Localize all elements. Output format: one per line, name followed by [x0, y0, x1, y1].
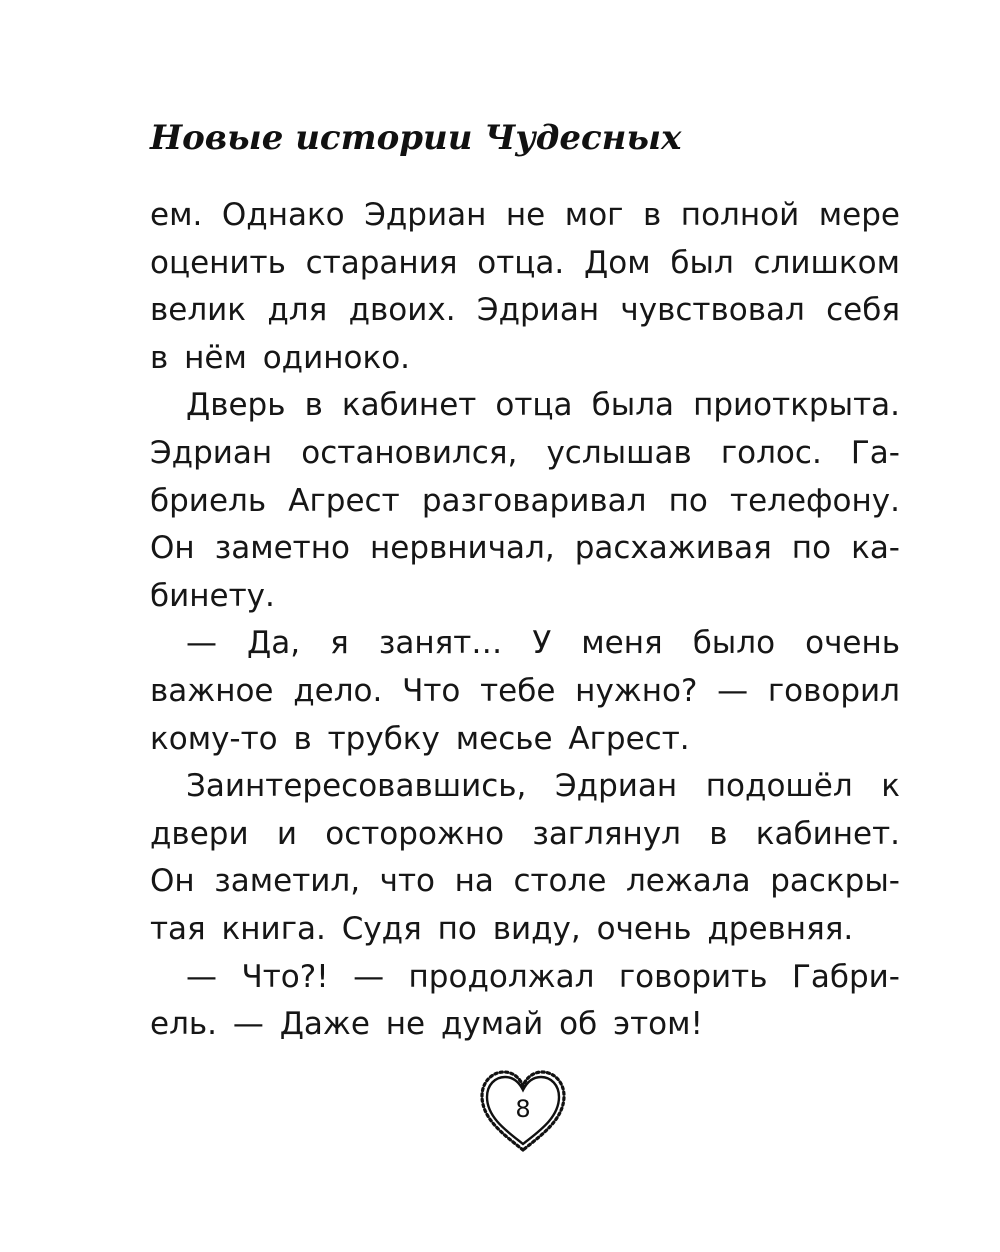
page-number: 8	[515, 1095, 531, 1123]
text-line: велик для двоих. Эдриан чувствовал себя	[150, 292, 900, 329]
body-text	[150, 192, 900, 1049]
page-number-heart	[476, 1066, 570, 1156]
text-line: Заинтересовавшись, Эдриан подошёл к	[186, 768, 900, 805]
text-line: Он заметил, что на столе лежала раскры-	[150, 863, 900, 900]
text-line: Он заметно нервничал, расхаживая по ка-	[150, 530, 900, 567]
text-line: ем. Однако Эдриан не мог в полной мере	[150, 197, 900, 233]
text-line: бриель Агрест разговаривал по телефону.	[150, 482, 900, 519]
text-line: двери и осторожно заглянул в кабинет.	[150, 815, 900, 852]
text-line: Дверь в кабинет отца была приоткрыта.	[186, 387, 900, 424]
text-line: бинету.	[150, 577, 275, 614]
running-head: Новые истории Чудесных	[150, 118, 682, 158]
text-line: — Да, я занят… У меня было очень	[186, 625, 900, 662]
text-line: оценить старания отца. Дом был слишком	[150, 244, 900, 281]
text-line: важное дело. Что тебе нужно? — говорил	[150, 672, 900, 709]
text-line: тая книга. Судя по виду, очень древняя.	[150, 910, 854, 947]
text-line: ель. — Даже не думай об этом!	[150, 1006, 703, 1043]
text-line: кому-то в трубку месье Агрест.	[150, 720, 690, 757]
text-line: в нём одиноко.	[150, 339, 411, 376]
text-line: — Что?! — продолжал говорить Габри-	[186, 958, 900, 995]
text-line: Эдриан остановился, услышав голос. Га-	[150, 434, 900, 471]
